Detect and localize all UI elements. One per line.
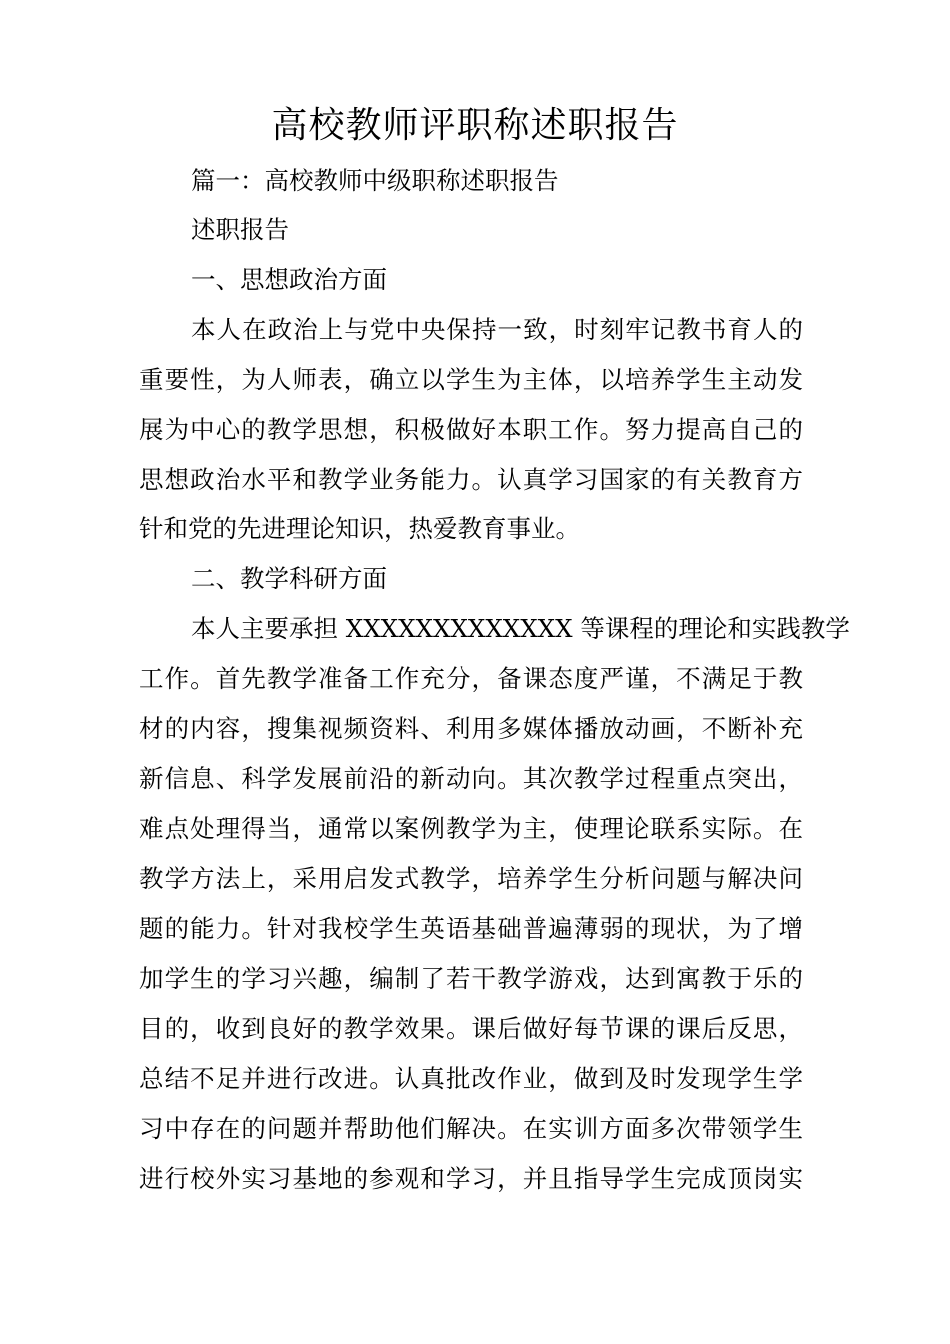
paragraph-2-line: 目的，收到良好的教学效果。课后做好每节课的课后反思， [139, 1014, 803, 1043]
paragraph-1-line: 本人在政治上与党中央保持一致，时刻牢记教书育人的 [191, 315, 803, 344]
paragraph-2-line: 教学方法上，采用启发式教学，培养学生分析问题与解决问 [139, 864, 803, 893]
paragraph-2-line: 难点处理得当，通常以案例教学为主，使理论联系实际。在 [139, 814, 803, 843]
paragraph-1-line: 重要性，为人师表，确立以学生为主体，以培养学生主动发 [139, 365, 803, 394]
section-heading-2: 二、教学科研方面 [191, 564, 387, 593]
paragraph-2-line: 材的内容，搜集视频资料、利用多媒体播放动画，不断补充 [139, 714, 803, 743]
paragraph-2-line: 本人主要承担 XXXXXXXXXXXXX 等课程的理论和实践教学 [191, 614, 850, 643]
paragraph-2-line: 加学生的学习兴趣，编制了若干教学游戏，达到寓教于乐的 [139, 964, 803, 993]
paragraph-2-line: 习中存在的问题并帮助他们解决。在实训方面多次带领学生 [139, 1114, 803, 1143]
paragraph-2-line: 工作。首先教学准备工作充分，备课态度严谨，不满足于教 [139, 664, 803, 693]
paragraph-1-line: 思想政治水平和教学业务能力。认真学习国家的有关教育方 [139, 465, 803, 494]
document-title: 高校教师评职称述职报告 [271, 105, 679, 146]
paragraph-1-line: 针和党的先进理论知识，热爱教育事业。 [139, 514, 580, 543]
paragraph-2-line: 总结不足并进行改进。认真批改作业，做到及时发现学生学 [139, 1064, 803, 1093]
paragraph-2-line: 新信息、科学发展前沿的新动向。其次教学过程重点突出， [139, 764, 803, 793]
section-heading-1: 一、思想政治方面 [191, 265, 387, 294]
heading-report: 述职报告 [191, 215, 289, 244]
paragraph-1-line: 展为中心的教学思想，积极做好本职工作。努力提高自己的 [139, 415, 803, 444]
paragraph-2-line: 进行校外实习基地的参观和学习，并且指导学生完成顶岗实 [139, 1164, 803, 1193]
subtitle: 篇一：高校教师中级职称述职报告 [191, 166, 559, 195]
paragraph-2-line: 题的能力。针对我校学生英语基础普遍薄弱的现状，为了增 [139, 914, 803, 943]
